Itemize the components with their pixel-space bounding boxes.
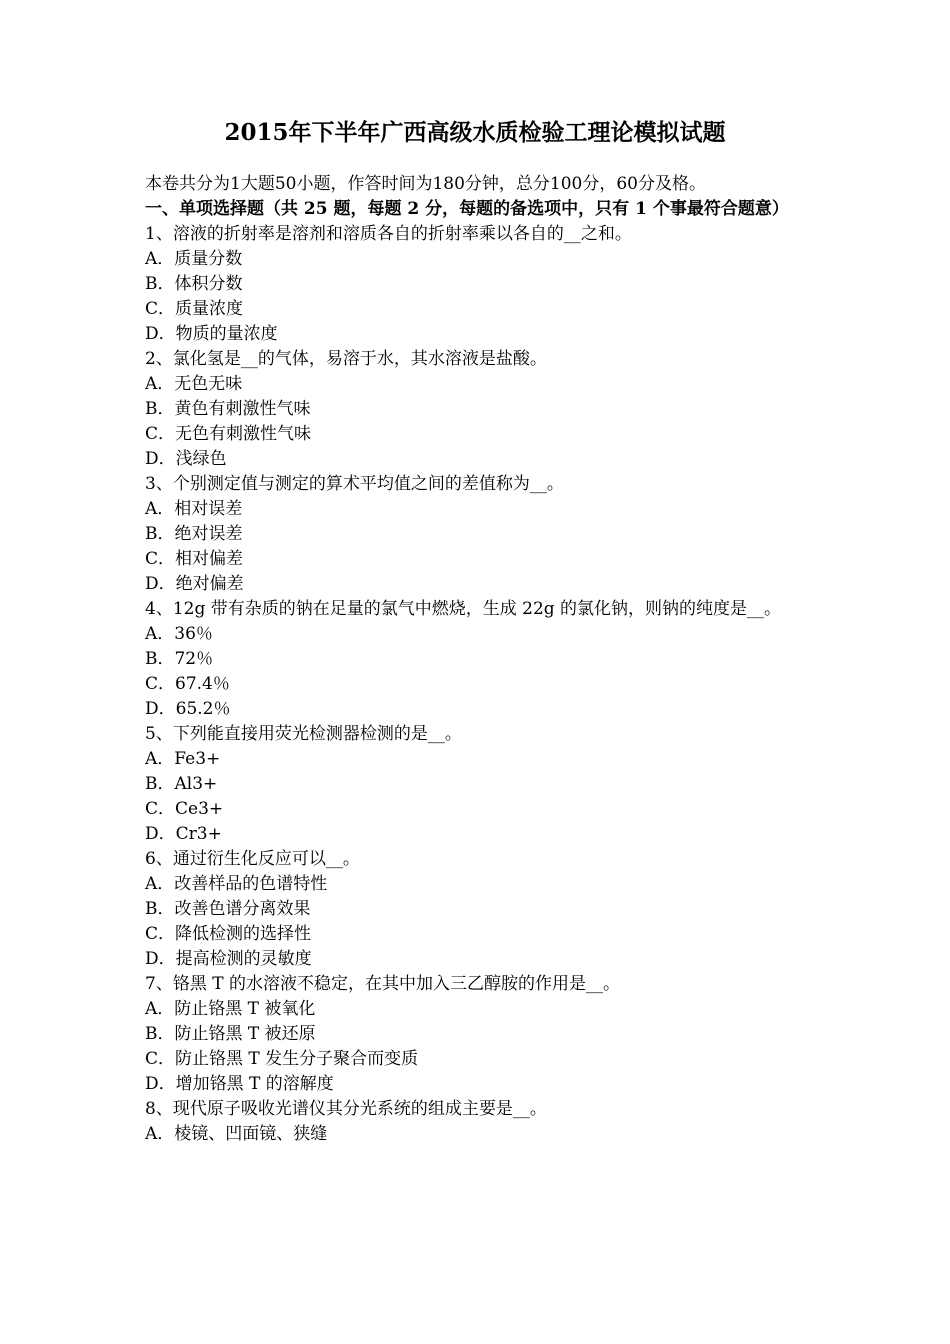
question-stem: 1、溶液的折射率是溶剂和溶质各自的折射率乘以各自的__之和。 [145,224,632,244]
option-item: B．绝对误差 [145,524,243,544]
option-item: C．质量浓度 [145,299,244,319]
option-item: D．绝对偏差 [145,574,244,594]
option-item: A．改善样品的色谱特性 [145,874,328,894]
option-item: C．降低检测的选择性 [145,924,312,944]
option-item: C．相对偏差 [145,549,244,569]
question-stem: 2、氯化氢是__的气体，易溶于水，其水溶液是盐酸。 [145,349,547,369]
option-item: D．物质的量浓度 [145,324,278,344]
option-item: A．无色无味 [145,374,243,394]
question-block [145,847,813,972]
option-item: B．黄色有刺激性气味 [145,399,311,419]
question-stem: 4、12g 带有杂质的钠在足量的氯气中燃烧，生成 22g 的氯化钠，则钠的纯度是__。 [145,599,782,619]
option-item: B．72％ [145,649,214,669]
option-item: B．Al3+ [145,774,218,794]
question-stem: 6、通过衍生化反应可以__。 [145,849,360,869]
option-item: B．改善色谱分离效果 [145,899,311,919]
question-block [145,972,813,1097]
option-item: A．棱镜、凹面镜、狭缝 [145,1124,328,1144]
question-block [145,722,813,847]
option-item: C．Ce3+ [145,799,224,819]
option-item: C．防止铬黑 T 发生分子聚合而变质 [145,1049,419,1069]
question-block [145,472,813,597]
option-item: A．Fe3+ [145,749,221,769]
option-item: A．相对误差 [145,499,243,519]
section-heading: 一、单项选择题（共 25 题，每题 2 分，每题的备选项中，只有 1 个事最符合题意） [145,199,789,219]
question-stem: 5、下列能直接用荧光检测器检测的是__。 [145,724,462,744]
option-item: C．67.4％ [145,674,230,694]
option-item: D．增加铬黑 T 的溶解度 [145,1074,334,1094]
option-item: C．无色有刺激性气味 [145,424,312,444]
option-item: B．防止铬黑 T 被还原 [145,1024,316,1044]
question-block [145,347,813,472]
option-item: D．提高检测的灵敏度 [145,949,312,969]
exam-intro: 本卷共分为1大题50小题，作答时间为180分钟，总分100分，60分及格。 [145,174,706,194]
document-title: 2015年下半年广西高级水质检验工理论模拟试题 [224,119,726,146]
option-item: D．65.2％ [145,699,231,719]
question-block [145,597,813,722]
question-block [145,1097,813,1147]
question-block [145,222,813,347]
option-item: D．浅绿色 [145,449,227,469]
question-stem: 8、现代原子吸收光谱仪其分光系统的组成主要是__。 [145,1099,547,1119]
question-stem: 7、铬黑 T 的水溶液不稳定，在其中加入三乙醇胺的作用是__。 [145,974,620,994]
option-item: A．36％ [145,624,213,644]
document-body [145,172,813,1147]
option-item: D．Cr3+ [145,824,222,844]
question-stem: 3、个别测定值与测定的算术平均值之间的差值称为__。 [145,474,564,494]
option-item: B．体积分数 [145,274,243,294]
option-item: A．防止铬黑 T 被氧化 [145,999,316,1019]
option-item: A．质量分数 [145,249,243,269]
